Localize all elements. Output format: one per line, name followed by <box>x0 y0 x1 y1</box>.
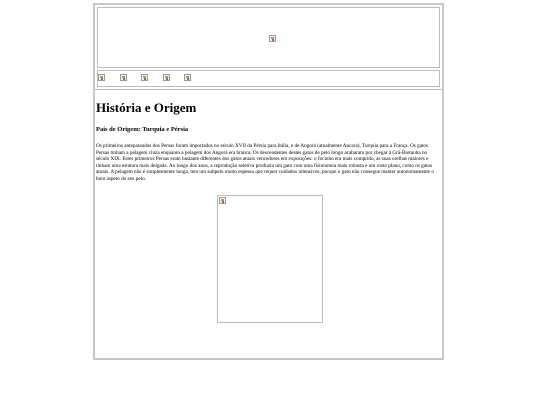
nav-bar <box>97 70 440 87</box>
nav-item-5-icon[interactable] <box>184 74 191 81</box>
section-subtitle: País de Origem: Turquia e Pérsia <box>96 126 189 133</box>
article-body: Os primeiros antepassados dos Persas foram importados no século XVII da Pérsia para Itália, e de Angorá (atualmente Ancara), Turquia para a França. Os gatos Persas tinham a pelagem cinza enquanto a pelagem dos Angorá era branca. Os descendentes destes gatos de pelo longo acabaram por chegar à Grã-Bretanha no século XIX. Estes primeiros Persas eram bastante diferentes dos gatos atuais vencedores em exposições: o focinho era mais comprido, as suas orelhas maiores e tinham uma estatura mais delgada. Ao longo dos anos, a reprodução seletiva produziu um gato com uma fisionomia mais robusta e um rosto plano, como os gatos atuais. A pelagem não é simplesmente longa, tem um subpelo muito espesso que requer cuidados intensivos, porque o gato não consegue manter autonomamente o bom aspeto do seu pelo. <box>96 143 434 182</box>
nav-item-2-icon[interactable] <box>120 74 127 81</box>
banner-image-icon <box>269 35 276 42</box>
nav-item-3-icon[interactable] <box>141 74 148 81</box>
page-title: História e Origem <box>96 100 197 115</box>
main-content <box>95 89 442 359</box>
banner <box>97 7 440 68</box>
page-frame <box>93 3 444 360</box>
cat-photo <box>217 195 323 323</box>
nav-item-1-icon[interactable] <box>98 74 105 81</box>
photo-broken-image-icon <box>219 197 226 204</box>
nav-item-4-icon[interactable] <box>163 74 170 81</box>
